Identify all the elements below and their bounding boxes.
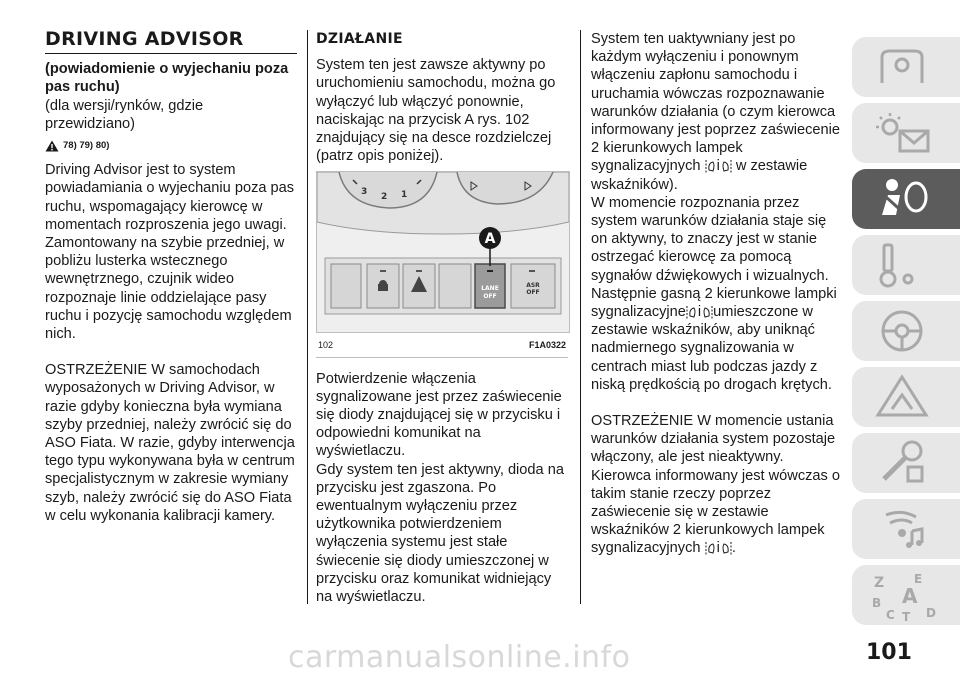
watermark: carmanualsonline.info	[288, 640, 631, 675]
figure-code: F1A0322	[528, 340, 566, 351]
column-right	[591, 30, 843, 558]
column-middle	[316, 30, 568, 606]
lane-warning-left-icon	[705, 541, 717, 556]
asr-button-label: ASR	[526, 282, 540, 290]
warning-paragraph: OSTRZEŻENIE W samochodach wyposażonych w Driving Advisor, w razie gdyby konieczna była wymiana szyby przedniej, należy zwrócić się do ASO Fiata. W razie, gdyby interwencja tego typu wykonywana była w centrum specjalistycznym w zakresie wymiany szyb, należy zwrócić się do ASO Fiata w celu wykonania kalibracji kamery.	[45, 362, 295, 524]
dial-mark: 2	[381, 192, 388, 203]
lane-button-label-off: OFF	[483, 293, 497, 301]
multimedia-icon	[872, 505, 932, 553]
svg-text:T: T	[902, 610, 911, 623]
paragraph: System ten jest zawsze aktywny po uruchomieniu samochodu, można go wyłączyć lub włączyć ponownie, naciskając na przycisk A rys. 102 znajdujący się na desce rozdzielczej (patrz opis poniżej).	[316, 57, 556, 165]
svg-text:D: D	[926, 606, 936, 620]
subheading-note: (dla wersji/rynków, gdzie przewidziano)	[45, 97, 204, 132]
warning-references	[45, 137, 297, 155]
chapter-tab-warning-lights[interactable]	[852, 103, 960, 163]
safety-airbag-icon	[872, 175, 936, 223]
text-run: i	[716, 540, 720, 557]
paragraph: Gdy system ten jest aktywny, dioda na przycisku jest zgaszona. Po ewentualnym wyłączeniu przez użytkownika potwierdzeniem wyłączenia systemu jest stałe świecenie się diody umieszczonej w przycisku oraz komunikat widniejący na wyświetlaczu.	[316, 461, 564, 606]
car-info-icon	[872, 43, 932, 91]
lane-warning-left-icon	[686, 305, 698, 320]
index-letters-icon	[872, 571, 944, 623]
dial-mark: 1	[401, 190, 408, 201]
text-run: W momencie rozpoznania przez system warunków działania staje się on aktywny, to znaczy jest w stanie ostrzegać kierowcę za pomocą sygnałów dźwiękowych i wizualnych. Następnie gasną 2 kierunkowe lampki sygnalizacyjne	[591, 194, 837, 321]
text-run: w zestawie wskaźników).	[591, 158, 808, 193]
chapter-tab-service[interactable]	[852, 433, 960, 493]
svg-text:E: E	[914, 572, 923, 586]
section-heading: DZIAŁANIE	[316, 31, 403, 47]
column-divider	[580, 30, 581, 604]
service-wrench-icon	[872, 439, 932, 487]
figure-number: 102	[318, 340, 334, 351]
figure-caption	[316, 333, 568, 357]
text-run: OSTRZEŻENIE W momencie ustania warunków działania system pozostaje włączony, ale jest nieaktywny. Kierowca informowany jest wówczas o takim stanie rzeczy poprzez zaświecenie się w zestawie wskaźników 2 kierunkowych lampek sygnalizacyjnych	[591, 413, 840, 557]
paragraph: Driving Advisor jest to system powiadamiania o wyjechaniu poza pas ruchu, wspomagający kierowcę w momentach rozproszenia jego uwagi. Zamontowany na szybie przedniej, w pobliżu lusterka wstecznego wewnętrznego, czujnik wideo rozpoznaje linie oddzielające pasy ruchu i pozycję samochodu względem nich.	[45, 162, 295, 343]
paragraph: Potwierdzenie włączenia sygnalizowane jest przez zaświecenie się diody znajdującej się w przycisku i odpowiedni komunikat na wyświetlaczu.	[316, 370, 562, 460]
references-text: 78) 79) 80)	[63, 140, 110, 152]
starting-key-icon	[872, 241, 932, 289]
column-left	[45, 30, 297, 525]
paragraph	[591, 194, 843, 394]
dashboard-figure	[316, 171, 570, 333]
asr-button-label-off: OFF	[526, 289, 540, 297]
svg-text:A: A	[902, 584, 918, 608]
chapter-tab-multimedia[interactable]	[852, 499, 960, 559]
lane-button-label: LANE	[481, 285, 499, 293]
text-run: i	[697, 304, 702, 321]
chapter-tab-starting[interactable]	[852, 235, 960, 295]
chapter-tab-safety[interactable]	[852, 169, 960, 229]
text-run: i	[716, 158, 720, 175]
text-run: System ten uaktywniany jest po każdym wyłączeniu i ponownym włączeniu zapłonu samochodu i uruchamia wówczas rozpoznawanie warunków działania (o czym kierowca informowany jest poprzez zaświecenie 2 kierunkowych lampek sygnalizacyjnych	[591, 31, 841, 175]
section-heading: DRIVING ADVISOR	[45, 30, 297, 54]
lane-warning-right-icon	[701, 305, 713, 320]
chapter-tab-index[interactable]	[852, 565, 960, 625]
steering-wheel-icon	[872, 307, 932, 355]
callout-marker: A	[484, 231, 496, 248]
emergency-icon	[872, 373, 932, 421]
paragraph	[591, 30, 843, 194]
text-run: .	[731, 540, 736, 557]
dial-mark: 3	[361, 187, 368, 198]
svg-text:C: C	[886, 608, 895, 622]
svg-text:Z: Z	[874, 575, 885, 591]
column-divider	[307, 30, 308, 604]
page-number: 101	[866, 640, 912, 665]
lane-warning-left-icon	[705, 159, 717, 174]
text-run: umieszczone w zestawie wskaźników, aby uniknąć nadmiernego sygnalizowania w centrach miast lub podczas jazdy z niską prędkością po drogach krętych.	[591, 304, 832, 393]
lane-warning-right-icon	[720, 541, 732, 556]
subheading: (powiadomienie o wyjechaniu poza pas ruchu)	[45, 61, 289, 96]
warning-triangle-icon	[45, 140, 59, 152]
warning-lights-icon	[872, 109, 936, 157]
chapter-tab-driving[interactable]	[852, 301, 960, 361]
chapter-tab-car-info[interactable]	[852, 37, 960, 97]
svg-text:B: B	[872, 596, 882, 610]
chapter-tab-emergency[interactable]	[852, 367, 960, 427]
lane-warning-right-icon	[720, 159, 732, 174]
warning-paragraph	[591, 412, 843, 558]
